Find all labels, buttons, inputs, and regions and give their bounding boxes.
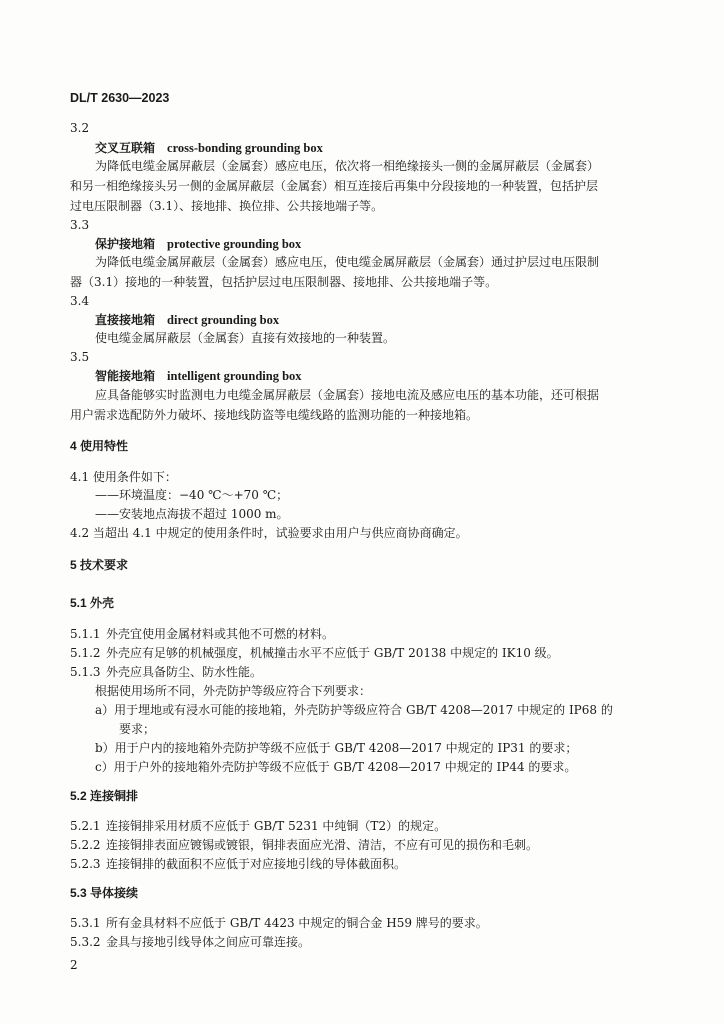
term-title-zh: 保护接地箱	[95, 237, 156, 251]
clause-number: 5.2.1	[70, 819, 101, 833]
term-definition-line: 使电缆金属屏蔽层（金属套）直接有效接地的一种装置。	[95, 331, 396, 345]
term-definition-line: 器（3.1）接地的一种装置，包括护层过电压限制器、接地排、公共接地端子等。	[70, 275, 498, 289]
list-item-continuation: 要求；	[119, 722, 156, 736]
standard-code-header: DL/T 2630—2023	[70, 91, 170, 105]
clause-number: 5.1.1	[70, 627, 101, 641]
clause-body: 外壳应有足够的机械强度，机械撞击水平不应低于 GB/T 20138 中规定的 IK10 级。	[106, 646, 559, 660]
clause-number: 5.1.2	[70, 646, 101, 660]
clause-number: 5.2.3	[70, 857, 101, 871]
clause-body: 连接铜排采用材质不应低于 GB/T 5231 中纯铜（T2）的规定。	[106, 819, 447, 833]
clause-text: 4.2 当超出 4.1 中规定的使用条件时，试验要求由用户与供应商协商确定。	[70, 526, 468, 540]
clause-body: 外壳宜使用金属材料或其他不可燃的材料。	[106, 627, 335, 641]
list-item: b）用于户内的接地箱外壳防护等级不应低于 GB/T 4208—2017 中规定的 IP31 的要求；	[95, 741, 578, 755]
clause-text: 根据使用场所不同，外壳防护等级应符合下列要求：	[95, 684, 372, 698]
term-definition-line: 用户需求选配防外力破坏、接地线防盗等电缆线路的监测功能的一种接地箱。	[70, 408, 479, 422]
clause-body: 连接铜排的截面积不应低于对应接地引线的导体截面积。	[106, 857, 407, 871]
clause-number: 5.3.1	[70, 916, 101, 930]
term-heading	[95, 138, 323, 158]
clause-text: 4.1 使用条件如下：	[70, 470, 177, 484]
term-definition-line: 为降低电缆金属屏蔽层（金属套）感应电压，依次将一相绝缘接头一侧的金属屏蔽层（金属套）	[95, 159, 600, 173]
subsection-heading: 5.1 外壳	[70, 596, 115, 610]
term-heading	[95, 234, 301, 254]
term-definition-line: 应具备能够实时监测电力电缆金属屏蔽层（金属套）接地电流及感应电压的基本功能，还可根据	[95, 388, 600, 402]
clause-text	[70, 835, 538, 855]
list-item: ——环境温度：−40 ℃～+70 ℃；	[95, 488, 289, 502]
clause-number: 5.1.3	[70, 665, 101, 679]
term-number: 3.3	[70, 218, 90, 232]
section-heading: 4 使用特性	[70, 439, 129, 453]
term-title-en: direct grounding box	[167, 313, 280, 327]
term-title-zh: 交叉互联箱	[95, 141, 156, 155]
clause-text	[70, 932, 310, 952]
term-title-en: intelligent grounding box	[167, 369, 302, 383]
term-heading	[95, 366, 302, 386]
term-definition-line: 和另一相绝缘接头另一侧的金属屏蔽层（金属套）相互连接后再集中分段接地的一种装置，包括护层	[70, 179, 599, 193]
term-title-en: cross-bonding grounding box	[167, 141, 323, 155]
term-title-zh: 智能接地箱	[95, 369, 156, 383]
term-definition-line: 过电压限制器（3.1）、接地排、换位排、公共接地端子等。	[70, 199, 384, 213]
term-title-en: protective grounding box	[167, 237, 302, 251]
clause-text	[70, 624, 334, 644]
list-item: c）用于户外的接地箱外壳防护等级不应低于 GB/T 4208—2017 中规定的 IP44 的要求。	[95, 760, 577, 774]
clause-body: 所有金具材料不应低于 GB/T 4423 中规定的铜合金 H59 牌号的要求。	[106, 916, 488, 930]
term-heading	[95, 310, 279, 330]
term-number: 3.4	[70, 294, 90, 308]
clause-text	[70, 854, 406, 874]
term-definition-line: 为降低电缆金属屏蔽层（金属套）感应电压，使电缆金属屏蔽层（金属套）通过护层过电压限制	[95, 255, 600, 269]
clause-text	[70, 662, 262, 682]
term-number: 3.2	[70, 121, 90, 135]
clause-body: 外壳应具备防尘、防水性能。	[106, 665, 263, 679]
subsection-heading: 5.3 导体接续	[70, 886, 139, 900]
clause-text	[70, 816, 446, 836]
clause-number: 5.3.2	[70, 935, 101, 949]
term-number: 3.5	[70, 350, 90, 364]
subsection-heading: 5.2 连接铜排	[70, 789, 139, 803]
term-title-zh: 直接接地箱	[95, 313, 156, 327]
clause-body: 金具与接地引线导体之间应可靠连接。	[106, 935, 311, 949]
section-heading: 5 技术要求	[70, 558, 129, 572]
list-item: a）用于埋地或有浸水可能的接地箱，外壳防护等级应符合 GB/T 4208—2017 中规定的 IP68 的	[95, 703, 613, 717]
list-item: ——安装地点海拔不超过 1000 m。	[95, 507, 289, 521]
page-number: 2	[70, 958, 78, 972]
clause-text	[70, 643, 559, 663]
clause-body: 连接铜排表面应镀锡或镀银，铜排表面应光滑、清洁，不应有可见的损伤和毛刺。	[106, 838, 539, 852]
clause-text	[70, 913, 488, 933]
clause-number: 5.2.2	[70, 838, 101, 852]
